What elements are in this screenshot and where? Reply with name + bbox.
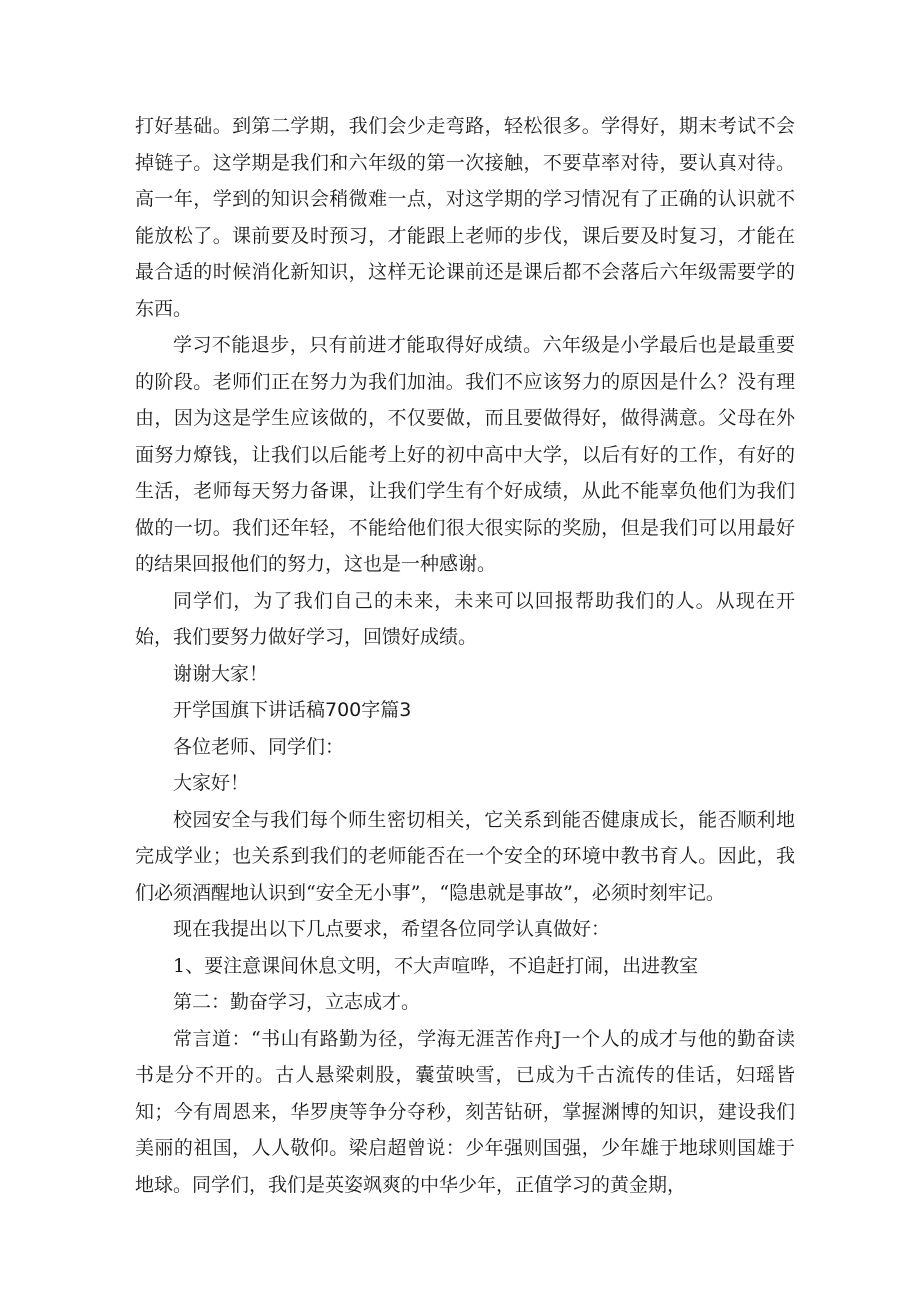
paragraph-classmates-future: 同学们，为了我们自己的未来，未来可以回报帮助我们的人。从现在开始，我们要努力做好学习，回馈好成绩。 [135, 589, 795, 648]
closing-thanks: 谢谢大家！ [173, 662, 269, 685]
section-heading: 开学国旗下讲话稿700字篇3 [173, 699, 412, 721]
paragraph-proverb-diligence: 常言道：“书山有路勤为径，学海无涯苦作舟J一个人的成才与他的勤奋读书是分不开的。古人悬梁刺股，囊萤映雪，已成为千古流传的佳话，妇瑶皆知；今有周恩来，华罗庚等争分夺秒，刻苦钻研，掌握渊博的知识，建设我们美丽的祖国，人人敬仰。梁启超曾说：少年强则国强，少年雄于地球则国雄于地球。同学们，我们是英姿飒爽的中华少年，正值学习的黄金期， [135, 1027, 795, 1196]
subheading-study-hard: 第二：勤奋学习，立志成才。 [173, 991, 421, 1013]
list-item-requirement-1: 1、要注意课间休息文明，不大声喧哗，不追赶打闹，出进教室 [173, 954, 699, 977]
salutation: 各位老师、同学们： [173, 735, 345, 758]
greeting: 大家好！ [173, 772, 250, 794]
paragraph-requirements-intro: 现在我提出以下几点要求，希望各位同学认真做好： [173, 918, 611, 940]
paragraph-keep-progressing: 学习不能退步，只有前进才能取得好成绩。六年级是小学最后也是最重要的阶段。老师们正在努力为我们加油。我们不应该努力的原因是什么？没有理由，因为这是学生应该做的，不仅要做，而且要做得好，做得满意。父母在外面努力燎钱，让我们以后能考上好的初中高中大学，以后有好的工作，有好的生活，老师每天努力备课，让我们学生有个好成绩，从此不能辜负他们为我们做的一切。我们还年轻，不能给他们很大很实际的奖励，但是我们可以用最好的结果回报他们的努力，这也是一种感谢。 [135, 334, 795, 575]
paragraph-campus-safety: 校园安全与我们每个师生密切相关，它关系到能否健康成长，能否顺利地完成学业；也关系到我们的老师能否在一个安全的环境中教书育人。因此，我们必须酒醒地认识到“安全无小事”，“隐患就是事故”，必须时刻牢记。 [135, 808, 795, 904]
document-body [135, 108, 795, 1203]
paragraph-continued-study-foundation: 打好基础。到第二学期，我们会少走弯路，轻松很多。学得好，期末考试不会掉链子。这学期是我们和六年级的第一次接触，不要草率对待，要认真对待。高一年，学到的知识会稍微难一点，对这学期的学习情况有了正确的认识就不能放松了。课前要及时预习，才能跟上老师的步伐，课后要及时复习，才能在最合适的时候消化新知识，这样无论课前还是课后都不会落后六年级需要学的东西。 [135, 115, 795, 320]
